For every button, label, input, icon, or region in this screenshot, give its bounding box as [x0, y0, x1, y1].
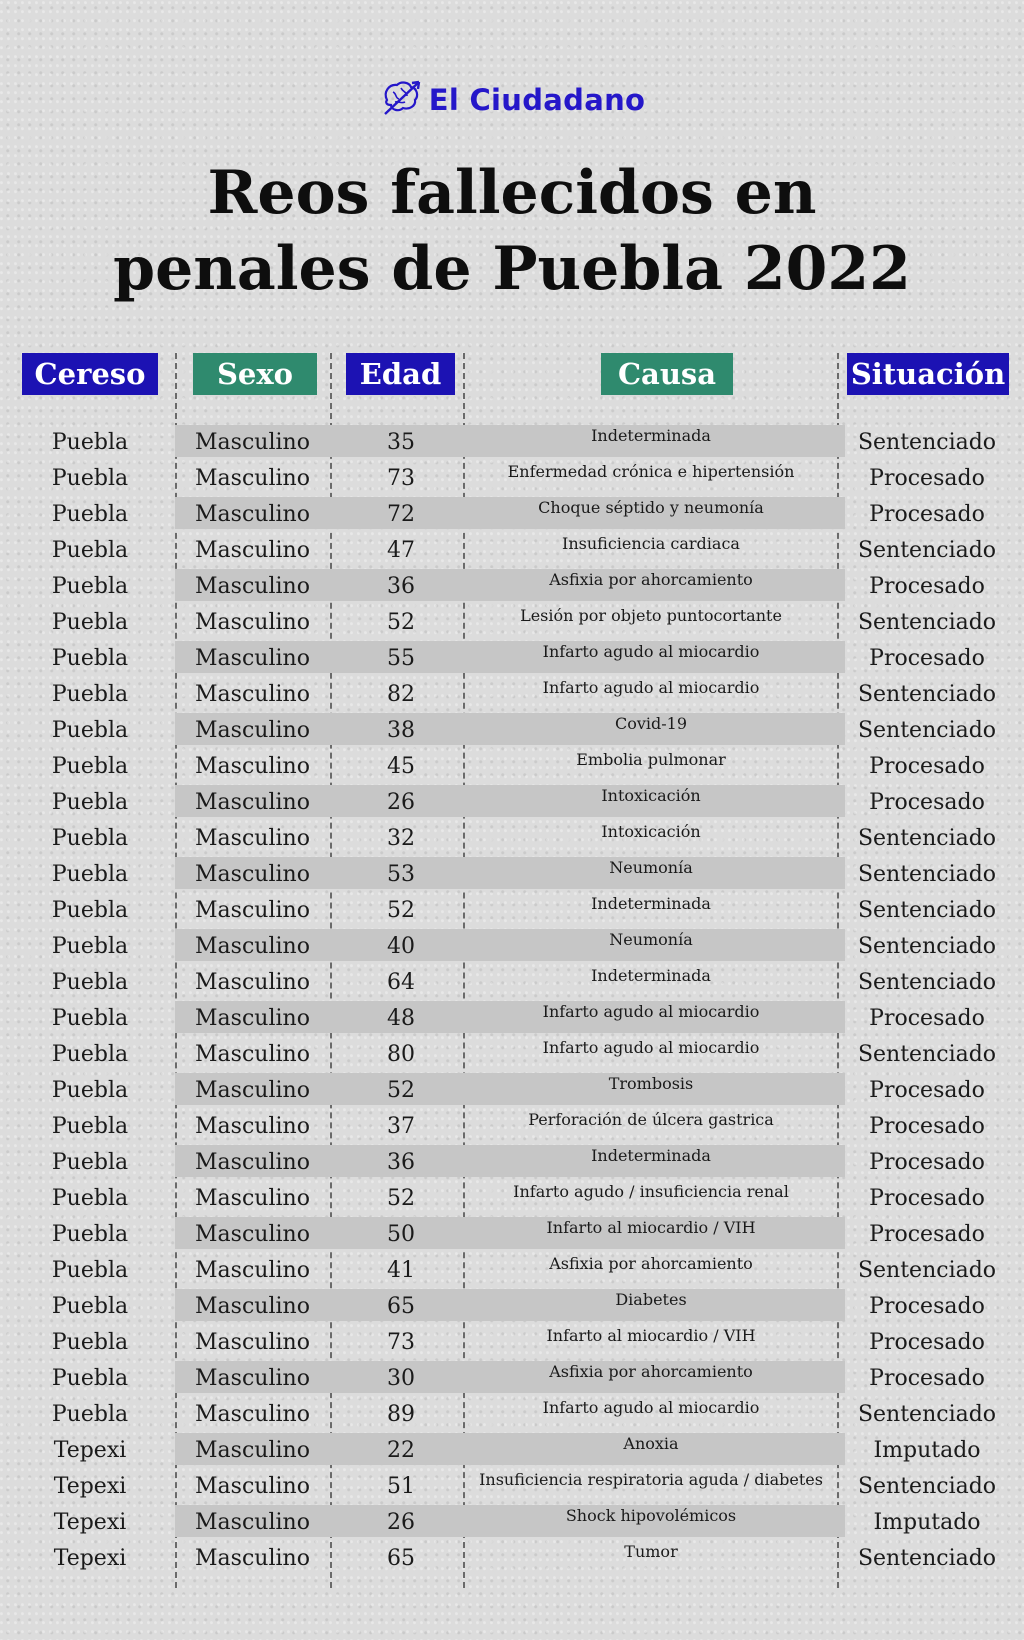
- cell-sexo: Masculino: [195, 1438, 310, 1463]
- cell-edad: 26: [387, 790, 415, 815]
- cell-situacion: Imputado: [873, 1510, 981, 1535]
- cell-causa: Shock hipovolémicos: [565, 1506, 737, 1525]
- cell-edad: 52: [387, 898, 415, 923]
- cell-cereso: Puebla: [51, 466, 129, 491]
- cell-sexo: Masculino: [195, 1042, 310, 1067]
- cell-cereso: Puebla: [51, 1222, 129, 1247]
- table-row: [0, 1433, 1024, 1465]
- cell-sexo: Masculino: [195, 1006, 310, 1031]
- column-header-causa: Causa: [601, 353, 733, 395]
- table-row: [0, 1037, 1024, 1069]
- cell-sexo: Masculino: [195, 646, 310, 671]
- cell-situacion: Procesado: [869, 1114, 985, 1139]
- table-row: [0, 497, 1024, 529]
- table-row: [0, 605, 1024, 637]
- table-row: [0, 569, 1024, 601]
- cell-cereso: Tepexi: [53, 1438, 127, 1463]
- cell-cereso: Puebla: [51, 1150, 129, 1175]
- table-row: [0, 1181, 1024, 1213]
- cell-edad: 36: [387, 574, 415, 599]
- cell-causa: Embolia pulmonar: [576, 750, 726, 769]
- cell-sexo: Masculino: [195, 1294, 310, 1319]
- cell-edad: 53: [387, 862, 415, 887]
- table-row: [0, 893, 1024, 925]
- table-row: [0, 677, 1024, 709]
- cell-situacion: Sentenciado: [857, 682, 997, 707]
- cell-sexo: Masculino: [195, 682, 310, 707]
- cell-causa: Indeterminada: [591, 1146, 711, 1165]
- cell-cereso: Puebla: [51, 538, 129, 563]
- cell-situacion: Procesado: [869, 1078, 985, 1103]
- cell-sexo: Masculino: [195, 430, 310, 455]
- cell-situacion: Sentenciado: [857, 1402, 997, 1427]
- cell-causa: Infarto agudo al miocardio: [542, 1038, 760, 1057]
- cell-cereso: Puebla: [51, 502, 129, 527]
- cell-edad: 32: [387, 826, 415, 851]
- cell-cereso: Puebla: [51, 430, 129, 455]
- cell-cereso: Tepexi: [53, 1474, 127, 1499]
- column-header-edad: Edad: [346, 353, 455, 395]
- brand-logo: [0, 78, 1024, 122]
- cell-causa: Anoxia: [623, 1434, 679, 1453]
- cell-causa: Covid-19: [614, 714, 688, 733]
- cell-situacion: Sentenciado: [857, 826, 997, 851]
- cell-edad: 22: [387, 1438, 415, 1463]
- cell-sexo: Masculino: [195, 1078, 310, 1103]
- cell-situacion: Sentenciado: [857, 1546, 997, 1571]
- table-row: [0, 1541, 1024, 1573]
- cell-situacion: Sentenciado: [857, 718, 997, 743]
- cell-causa: Intoxicación: [601, 786, 701, 805]
- cell-cereso: Puebla: [51, 1258, 129, 1283]
- cell-situacion: Procesado: [869, 466, 985, 491]
- table-row: [0, 857, 1024, 889]
- cell-cereso: Puebla: [51, 754, 129, 779]
- table-row: [0, 965, 1024, 997]
- cell-sexo: Masculino: [195, 1546, 310, 1571]
- table-row: [0, 1361, 1024, 1393]
- cell-situacion: Procesado: [869, 1150, 985, 1175]
- cell-sexo: Masculino: [195, 1150, 310, 1175]
- brand-name: El Ciudadano: [428, 83, 646, 117]
- table-row: [0, 749, 1024, 781]
- cell-edad: 35: [387, 430, 415, 455]
- cell-cereso: Puebla: [51, 1186, 129, 1211]
- cell-causa: Enfermedad crónica e hipertensión: [507, 462, 795, 481]
- cell-situacion: Sentenciado: [857, 862, 997, 887]
- table-row: [0, 1073, 1024, 1105]
- cell-edad: 26: [387, 1510, 415, 1535]
- cell-situacion: Sentenciado: [857, 610, 997, 635]
- cell-edad: 73: [387, 466, 415, 491]
- cell-cereso: Puebla: [51, 646, 129, 671]
- cell-sexo: Masculino: [195, 970, 310, 995]
- cell-situacion: Procesado: [869, 790, 985, 815]
- cell-causa: Infarto agudo al miocardio: [542, 678, 760, 697]
- cell-edad: 40: [387, 934, 415, 959]
- cell-sexo: Masculino: [195, 1114, 310, 1139]
- cell-situacion: Sentenciado: [857, 1042, 997, 1067]
- page-title: [0, 155, 1024, 307]
- cell-sexo: Masculino: [195, 538, 310, 563]
- cell-cereso: Puebla: [51, 682, 129, 707]
- cell-causa: Perforación de úlcera gastrica: [528, 1110, 774, 1129]
- cell-edad: 47: [387, 538, 415, 563]
- cell-causa: Choque séptido y neumonía: [538, 498, 764, 517]
- cell-sexo: Masculino: [195, 862, 310, 887]
- cell-situacion: Imputado: [873, 1438, 981, 1463]
- cell-causa: Lesión por objeto puntocortante: [520, 606, 782, 625]
- table-row: [0, 785, 1024, 817]
- cell-situacion: Sentenciado: [857, 970, 997, 995]
- column-header-situacion: Situación: [847, 353, 1009, 395]
- title-line-2: penales de Puebla 2022: [113, 234, 911, 304]
- table-row: [0, 1397, 1024, 1429]
- cell-causa: Neumonía: [609, 858, 693, 877]
- cell-situacion: Sentenciado: [857, 1474, 997, 1499]
- cell-causa: Infarto al miocardio / VIH: [546, 1218, 756, 1237]
- cell-situacion: Procesado: [869, 1006, 985, 1031]
- cell-cereso: Puebla: [51, 1402, 129, 1427]
- cell-sexo: Masculino: [195, 1258, 310, 1283]
- table-row: [0, 1001, 1024, 1033]
- cell-causa: Indeterminada: [591, 426, 711, 445]
- cell-situacion: Procesado: [869, 1330, 985, 1355]
- cell-sexo: Masculino: [195, 898, 310, 923]
- cell-causa: Infarto agudo al miocardio: [542, 642, 760, 661]
- table-row: [0, 713, 1024, 745]
- table-row: [0, 641, 1024, 673]
- cell-sexo: Masculino: [195, 826, 310, 851]
- table-row: [0, 1253, 1024, 1285]
- cell-edad: 73: [387, 1330, 415, 1355]
- cell-cereso: Puebla: [51, 718, 129, 743]
- cell-cereso: Puebla: [51, 1330, 129, 1355]
- cell-cereso: Puebla: [51, 574, 129, 599]
- cell-sexo: Masculino: [195, 934, 310, 959]
- cell-edad: 50: [387, 1222, 415, 1247]
- cell-causa: Infarto agudo al miocardio: [542, 1002, 760, 1021]
- column-header-cereso: Cereso: [22, 353, 158, 395]
- cell-cereso: Puebla: [51, 1114, 129, 1139]
- cell-edad: 38: [387, 718, 415, 743]
- cell-sexo: Masculino: [195, 1402, 310, 1427]
- cell-sexo: Masculino: [195, 1366, 310, 1391]
- cell-cereso: Puebla: [51, 1294, 129, 1319]
- cell-situacion: Procesado: [869, 1222, 985, 1247]
- table-row: [0, 1217, 1024, 1249]
- cell-situacion: Procesado: [869, 1294, 985, 1319]
- cell-causa: Diabetes: [615, 1290, 687, 1309]
- cell-sexo: Masculino: [195, 1510, 310, 1535]
- cell-causa: Insuficiencia respiratoria aguda / diabetes: [479, 1470, 823, 1489]
- cell-sexo: Masculino: [195, 466, 310, 491]
- cell-situacion: Sentenciado: [857, 430, 997, 455]
- cell-edad: 55: [387, 646, 415, 671]
- cell-cereso: Tepexi: [53, 1510, 127, 1535]
- cell-edad: 65: [387, 1546, 415, 1571]
- cell-edad: 80: [387, 1042, 415, 1067]
- cell-causa: Neumonía: [609, 930, 693, 949]
- table-row: [0, 425, 1024, 457]
- cell-sexo: Masculino: [195, 718, 310, 743]
- cell-situacion: Sentenciado: [857, 934, 997, 959]
- cell-edad: 72: [387, 502, 415, 527]
- cell-situacion: Sentenciado: [857, 538, 997, 563]
- table-row: [0, 821, 1024, 853]
- cell-causa: Asfixia por ahorcamiento: [549, 1254, 753, 1273]
- cell-edad: 64: [387, 970, 415, 995]
- cell-cereso: Puebla: [51, 1078, 129, 1103]
- cell-causa: Intoxicación: [601, 822, 701, 841]
- table-row: [0, 1505, 1024, 1537]
- cell-cereso: Puebla: [51, 826, 129, 851]
- cell-sexo: Masculino: [195, 502, 310, 527]
- cell-edad: 45: [387, 754, 415, 779]
- cell-edad: 82: [387, 682, 415, 707]
- cell-cereso: Puebla: [51, 610, 129, 635]
- cell-cereso: Puebla: [51, 898, 129, 923]
- cell-edad: 52: [387, 1186, 415, 1211]
- column-header-sexo: Sexo: [193, 353, 317, 395]
- cell-causa: Infarto agudo al miocardio: [542, 1398, 760, 1417]
- cell-cereso: Puebla: [51, 1366, 129, 1391]
- cell-situacion: Procesado: [869, 574, 985, 599]
- cell-edad: 51: [387, 1474, 415, 1499]
- cell-causa: Infarto agudo / insuficiencia renal: [513, 1182, 789, 1201]
- cell-edad: 89: [387, 1402, 415, 1427]
- cell-situacion: Procesado: [869, 754, 985, 779]
- table-row: [0, 533, 1024, 565]
- cell-causa: Indeterminada: [591, 966, 711, 985]
- cell-edad: 48: [387, 1006, 415, 1031]
- cell-edad: 52: [387, 1078, 415, 1103]
- cell-sexo: Masculino: [195, 1222, 310, 1247]
- cell-edad: 30: [387, 1366, 415, 1391]
- cell-sexo: Masculino: [195, 610, 310, 635]
- cell-causa: Asfixia por ahorcamiento: [549, 570, 753, 589]
- cell-situacion: Sentenciado: [857, 1258, 997, 1283]
- cell-sexo: Masculino: [195, 1186, 310, 1211]
- cell-cereso: Tepexi: [53, 1546, 127, 1571]
- cell-edad: 52: [387, 610, 415, 635]
- cell-sexo: Masculino: [195, 790, 310, 815]
- table-row: [0, 1109, 1024, 1141]
- cell-situacion: Procesado: [869, 1186, 985, 1211]
- table-row: [0, 1469, 1024, 1501]
- brain-arrow-icon: [379, 78, 423, 122]
- table-row: [0, 461, 1024, 493]
- cell-situacion: Sentenciado: [857, 898, 997, 923]
- cell-edad: 41: [387, 1258, 415, 1283]
- cell-causa: Tumor: [624, 1542, 678, 1561]
- cell-edad: 65: [387, 1294, 415, 1319]
- cell-causa: Trombosis: [608, 1074, 694, 1093]
- cell-sexo: Masculino: [195, 754, 310, 779]
- cell-cereso: Puebla: [51, 1042, 129, 1067]
- cell-situacion: Procesado: [869, 646, 985, 671]
- cell-edad: 37: [387, 1114, 415, 1139]
- cell-causa: Asfixia por ahorcamiento: [549, 1362, 753, 1381]
- cell-situacion: Procesado: [869, 502, 985, 527]
- cell-cereso: Puebla: [51, 790, 129, 815]
- table-row: [0, 929, 1024, 961]
- cell-edad: 36: [387, 1150, 415, 1175]
- table-row: [0, 1145, 1024, 1177]
- cell-sexo: Masculino: [195, 1330, 310, 1355]
- cell-cereso: Puebla: [51, 862, 129, 887]
- table-row: [0, 1289, 1024, 1321]
- title-line-1: Reos fallecidos en: [207, 158, 817, 228]
- cell-sexo: Masculino: [195, 574, 310, 599]
- table-row: [0, 1325, 1024, 1357]
- cell-causa: Infarto al miocardio / VIH: [546, 1326, 756, 1345]
- cell-sexo: Masculino: [195, 1474, 310, 1499]
- cell-cereso: Puebla: [51, 1006, 129, 1031]
- cell-situacion: Procesado: [869, 1366, 985, 1391]
- cell-cereso: Puebla: [51, 970, 129, 995]
- cell-causa: Indeterminada: [591, 894, 711, 913]
- cell-causa: Insuficiencia cardiaca: [562, 534, 740, 553]
- cell-cereso: Puebla: [51, 934, 129, 959]
